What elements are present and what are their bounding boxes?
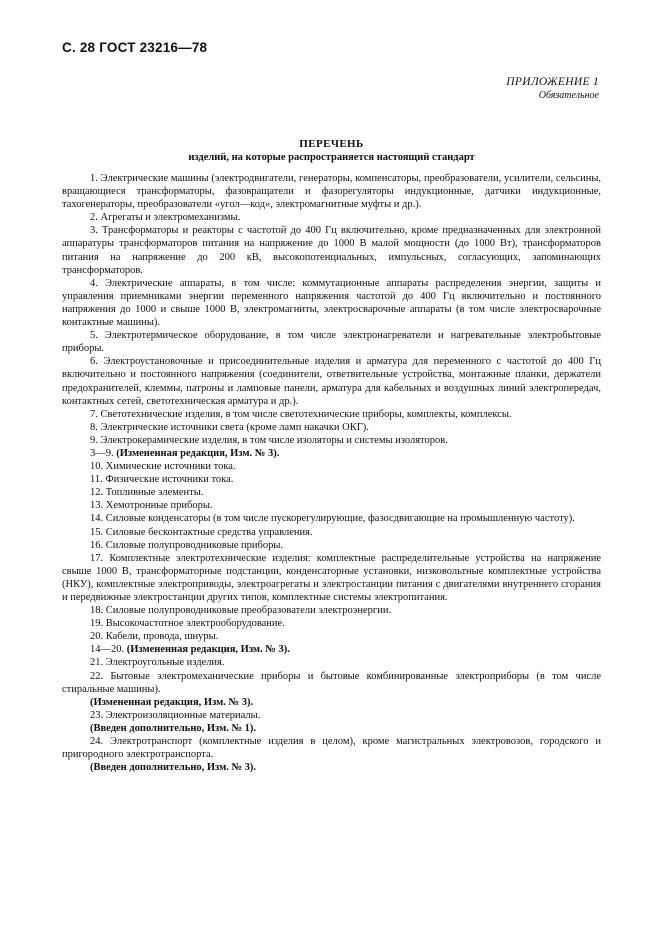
list-item xyxy=(62,617,601,630)
list-item xyxy=(62,172,601,211)
amendment-note xyxy=(62,761,601,774)
list-item xyxy=(62,224,601,276)
item-text: 22. Бытовые электромеханические приборы и бытовые комбинированные электроприборы (в том числе стиральные машины). xyxy=(62,670,601,695)
list-item xyxy=(62,499,601,512)
item-text: 19. Высокочастотное электрооборудование. xyxy=(90,618,285,630)
list-item xyxy=(62,329,601,355)
list-item xyxy=(62,355,601,407)
item-text: 10. Химические источники тока. xyxy=(90,461,236,473)
item-text: 16. Силовые полупроводниковые приборы. xyxy=(90,539,284,551)
list-item xyxy=(62,408,601,421)
list-item xyxy=(62,434,601,447)
amendment-note xyxy=(62,722,601,735)
item-text: 9. Электрокерамические изделия, в том числе изоляторы и системы изоляторов. xyxy=(90,434,448,446)
item-text: 20. Кабели, провода, шнуры. xyxy=(90,631,219,643)
item-text: 5. Электротермическое оборудование, в том числе электронагреватели и нагревательные электробытовые приборы. xyxy=(62,330,601,355)
list-item xyxy=(62,421,601,434)
item-text: 4. Электрические аппараты, в том числе: коммутационные аппараты распределения энергии, защиты и управления приемниками энергии переменного напряжения частотой до 400 Гц включительно и постоянного напряжения до 1000 и свыше 1000 В, электромагниты, электросварочные аппараты (в том числе электросварочные контактные машины). xyxy=(62,277,601,329)
title-subheading: изделий, на которые распространяется настоящий стандарт xyxy=(188,152,475,163)
list-item xyxy=(62,709,601,722)
appendix-status: Обязательное xyxy=(538,90,599,101)
list-item xyxy=(62,460,601,473)
item-text: 17. Комплектные электротехнические изделия: комплектные распределительные устройства на напряжение свыше 1000 В, трансформаторные подстанции, конденсаторные установки, низковольтные комплектные устройства (НКУ), комплектные электроприводы, электроагрегаты и электростанции питания с двигателями внутреннего сгорания и передвижные электростанции других типов, комплектные системы электропитания. xyxy=(62,552,601,603)
list-item xyxy=(62,211,601,224)
list-item xyxy=(62,526,601,539)
item-text: 12. Топливные элементы. xyxy=(90,487,204,499)
list-item xyxy=(62,539,601,552)
item-text: 21. Электроугольные изделия. xyxy=(90,657,225,669)
item-text: 2. Агрегаты и электромеханизмы. xyxy=(90,212,241,224)
title-heading: ПЕРЕЧЕНЬ xyxy=(299,138,364,150)
item-text: 7. Светотехнические изделия, в том числе светотехнические приборы, комплекты, комплексы. xyxy=(90,408,512,420)
item-text: 11. Физические источники тока. xyxy=(90,474,234,486)
appendix-number: ПРИЛОЖЕНИЕ 1 xyxy=(506,76,599,88)
list-item xyxy=(62,670,601,696)
item-text: 6. Электроустановочные и присоединительные изделия и арматура для переменного с частотой до 400 Гц включительно и постоянного напряжения (соединители, ответвительные устройства, монтажные планки, держатели предохранителей, клеммы, патроны и ламповые панели, арматура для кабельных и воздушных линий электропередач, контактных сетей, светотехническая арматура и др.). xyxy=(62,356,601,407)
item-list xyxy=(62,172,601,774)
list-item xyxy=(62,486,601,499)
list-item xyxy=(62,512,601,525)
list-item xyxy=(62,277,601,329)
item-text: 8. Электрические источники света (кроме ламп накачки ОКГ). xyxy=(90,421,369,433)
item-text: 1. Электрические машины (электродвигатели, генераторы, компенсаторы, преобразователи, усилители, сельсины, вращающиеся трансформаторы, фазовращатели и фазорегуляторы индукционные, датчики индукционные, тахогенераторы, преобразователи «угол—код», электромагнитные муфты и др.). xyxy=(62,173,601,211)
list-title xyxy=(62,138,601,164)
item-text: 18. Силовые полупроводниковые преобразователи электроэнергии. xyxy=(90,605,392,617)
list-item xyxy=(62,630,601,643)
item-text: (Введен дополнительно, Изм. № 3). xyxy=(90,762,257,774)
amendment-note xyxy=(62,447,601,460)
item-text: (Измененная редакция, Изм. № 3). xyxy=(116,447,280,459)
list-item xyxy=(62,473,601,486)
amendment-range: 3—9. xyxy=(90,447,114,459)
item-text: 13. Хемотронные приборы. xyxy=(90,500,213,512)
item-text: 24. Электротранспорт (комплектные изделия в целом), кроме магистральных электровозов, городского и пригородного электротранспорта. xyxy=(62,736,601,761)
item-text: 23. Электроизоляционные материалы. xyxy=(90,709,261,721)
page-header: С. 28 ГОСТ 23216—78 xyxy=(62,40,208,55)
list-item xyxy=(62,656,601,669)
amendment-note xyxy=(62,696,601,709)
amendment-range: 14—20. xyxy=(90,644,125,656)
item-text: (Введен дополнительно, Изм. № 1). xyxy=(90,722,257,734)
item-text: (Измененная редакция, Изм. № 3). xyxy=(90,696,254,708)
item-text: 15. Силовые бесконтактные средства управления. xyxy=(90,526,313,538)
list-item xyxy=(62,604,601,617)
item-text: 3. Трансформаторы и реакторы с частотой до 400 Гц включительно, кроме предназначенных для электронной аппаратуры трансформаторов питания на напряжение до 1000 В малой мощности (до 1000 Вт), трансформаторов питания на напряжение до 200 кВ, высокопотенциальных, импульсных, согласующих, запоминающих трансформаторов. xyxy=(62,225,601,276)
list-item xyxy=(62,735,601,761)
amendment-note xyxy=(62,643,601,656)
item-text: 14. Силовые конденсаторы (в том числе пускорегулирующие, фазосдвигающие на промышленную частоту). xyxy=(90,513,575,525)
item-text: (Измененная редакция, Изм. № 3). xyxy=(126,644,290,656)
list-item xyxy=(62,552,601,604)
appendix-label xyxy=(506,76,599,102)
